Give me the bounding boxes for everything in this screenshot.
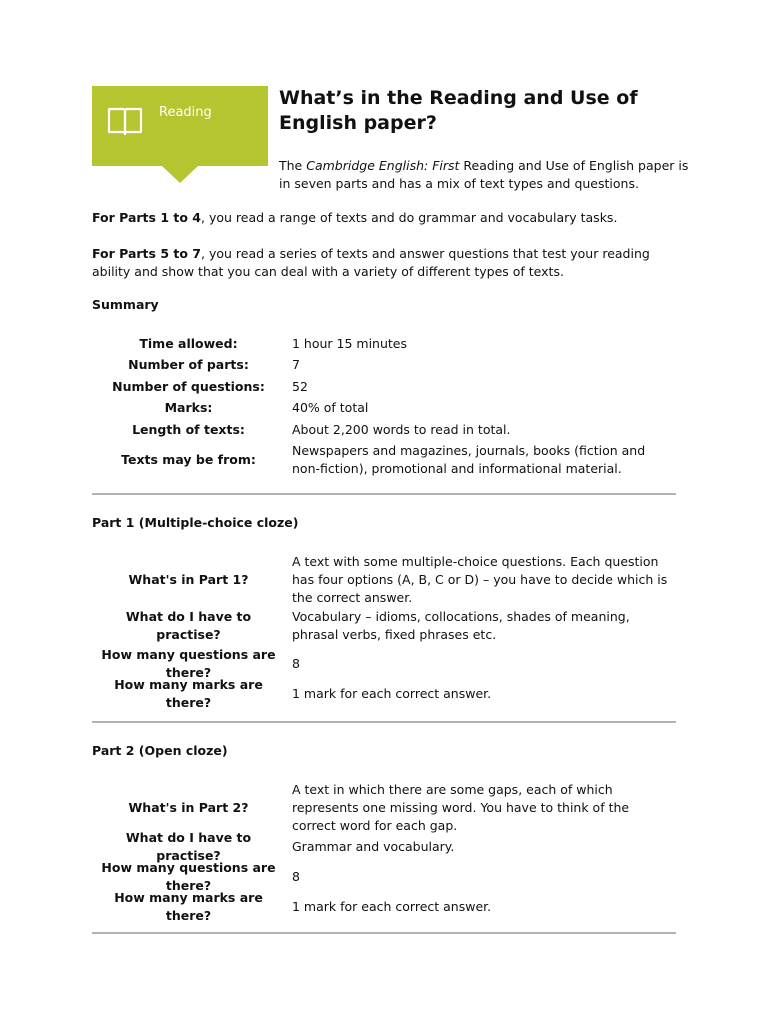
intro-paragraph xyxy=(279,157,699,193)
summary-row xyxy=(92,419,676,441)
row-label: What's in Part 2? xyxy=(128,800,249,815)
parts-5-7-paragraph xyxy=(92,245,692,281)
part1-row xyxy=(92,677,676,710)
row-value: 8 xyxy=(292,656,300,671)
part1-table xyxy=(92,552,676,710)
summary-table xyxy=(92,333,676,479)
row-value: About 2,200 words to read in total. xyxy=(292,422,511,437)
row-label: What do I have to practise? xyxy=(125,830,252,863)
parts-1-4-paragraph xyxy=(92,209,692,227)
section-divider xyxy=(92,721,676,723)
row-value: 1 mark for each correct answer. xyxy=(292,686,492,701)
row-value: 8 xyxy=(292,869,300,884)
row-value: A text in which there are some gaps, each of which represents one missing word. You have to think of the correct word for each gap. xyxy=(292,782,630,833)
row-label: Texts may be from: xyxy=(121,452,256,467)
part2-row xyxy=(92,780,676,836)
summary-row xyxy=(92,441,676,479)
section-divider xyxy=(92,932,676,934)
section-divider xyxy=(92,493,676,495)
reading-badge xyxy=(92,86,268,166)
row-label: How many questions are there? xyxy=(101,860,276,893)
row-value: Newspapers and magazines, journals, books (fiction and non-fiction), promotional and informational material. xyxy=(292,443,646,476)
summary-heading: Summary xyxy=(92,297,159,312)
parts-5-7-lead: For Parts 5 to 7 xyxy=(92,246,201,261)
part1-row xyxy=(92,607,676,645)
row-label: Number of parts: xyxy=(128,357,249,372)
page-title: What’s in the Reading and Use of English paper? xyxy=(279,87,638,134)
part1-heading: Part 1 (Multiple-choice cloze) xyxy=(92,515,299,530)
row-label: Length of texts: xyxy=(132,422,245,437)
row-value: 40% of total xyxy=(292,400,369,415)
row-label: What's in Part 1? xyxy=(128,571,249,587)
row-label: What do I have to practise? xyxy=(125,609,252,642)
row-value: 1 hour 15 minutes xyxy=(292,335,408,351)
part2-row xyxy=(92,890,676,923)
badge-label: Reading xyxy=(159,105,212,120)
summary-row xyxy=(92,354,676,376)
row-label: Marks: xyxy=(164,400,213,415)
row-label: How many marks are there? xyxy=(114,677,263,710)
row-value: Grammar and vocabulary. xyxy=(292,839,455,854)
book-icon xyxy=(107,106,143,136)
part2-table xyxy=(92,780,676,923)
intro-pre: The xyxy=(279,158,307,173)
row-label: How many marks are there? xyxy=(114,890,263,923)
summary-row xyxy=(92,333,676,354)
row-value: 1 mark for each correct answer. xyxy=(292,899,492,914)
row-value: Vocabulary – idioms, collocations, shades of meaning, phrasal verbs, fixed phrases etc. xyxy=(292,609,630,642)
row-value: 52 xyxy=(292,378,308,394)
intro-post: Reading and Use of English paper is in seven parts and has a mix of text types and questions. xyxy=(279,158,689,191)
summary-row xyxy=(92,376,676,397)
parts-5-7-text: , you read a series of texts and answer questions that test your reading ability and show that you can deal with a variety of different types of texts. xyxy=(92,246,650,279)
row-label: Number of questions: xyxy=(112,378,265,394)
row-label: How many questions are there? xyxy=(101,647,276,680)
part2-heading: Part 2 (Open cloze) xyxy=(92,743,228,758)
row-value: A text with some multiple-choice questions. Each question has four options (A, B, C or D) – you have to decide which is the correct answer. xyxy=(292,553,668,605)
row-label: Time allowed: xyxy=(139,335,238,351)
part1-row xyxy=(92,552,676,607)
parts-1-4-text: , you read a range of texts and do grammar and vocabulary tasks. xyxy=(201,210,618,225)
row-value: 7 xyxy=(292,357,300,372)
summary-row xyxy=(92,397,676,419)
part2-row xyxy=(92,830,676,863)
parts-1-4-lead: For Parts 1 to 4 xyxy=(92,210,201,225)
intro-exam-name: Cambridge English: First xyxy=(306,158,460,173)
badge-pointer xyxy=(162,166,198,183)
